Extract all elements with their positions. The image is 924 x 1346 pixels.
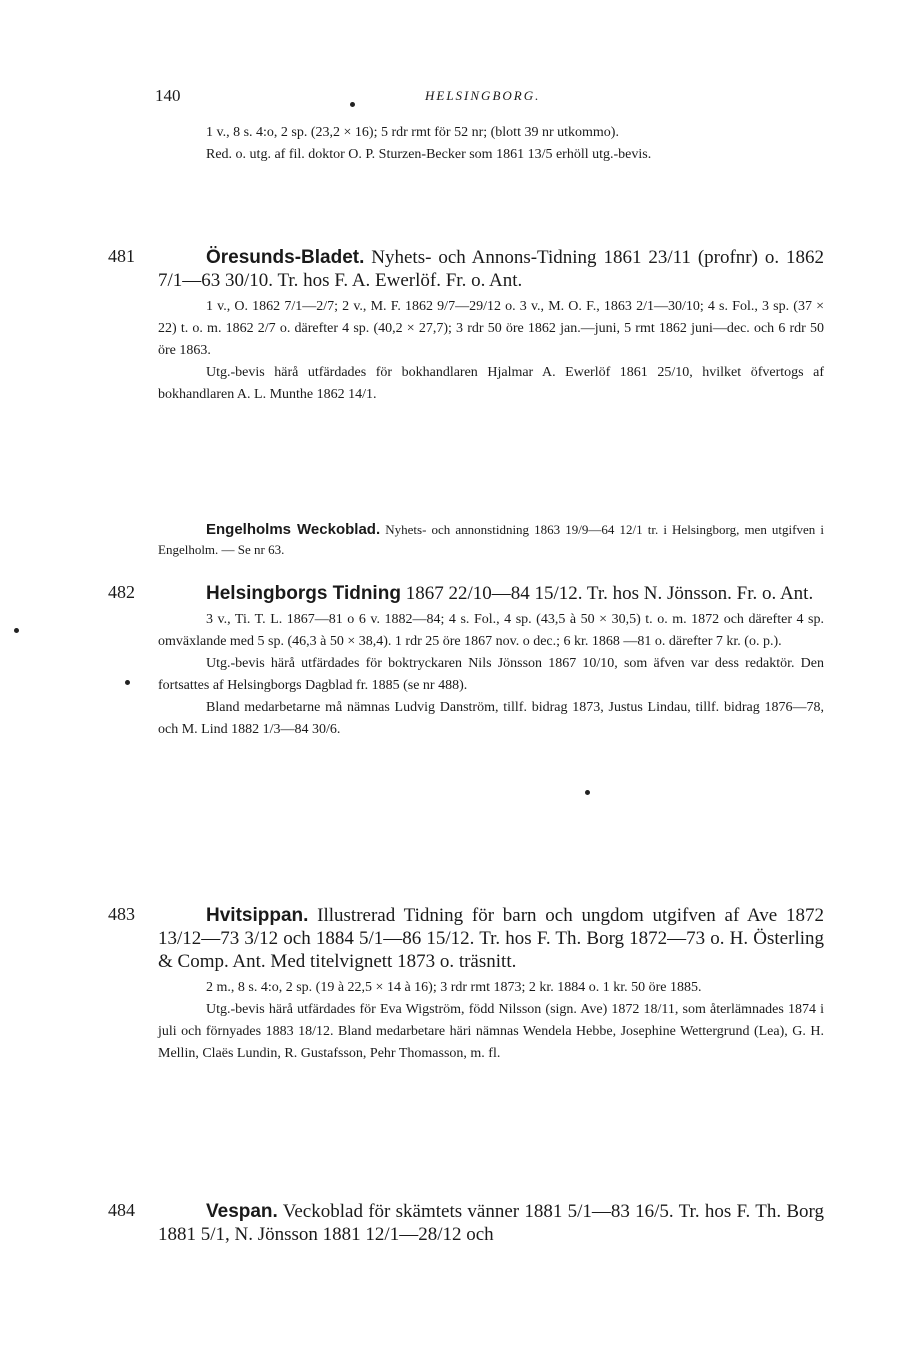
entry-title: Engelholms Weckoblad. [206,521,381,538]
entry-description: Nyhets- och annonstidning 1863 19/9—64 12/1 tr. i Helsingborg, men utgifven i Engelholm. — Se nr 63. [158,522,824,557]
entry-description: Veckoblad för skämtets vänner 1881 5/1—83 16/5. Tr. hos F. Th. Borg 1881 5/1, N. Jönsson 1881 12/1—28/12 och [158,1201,824,1245]
ink-speck [14,628,19,633]
entry-heading [158,246,824,292]
page-header [155,86,825,108]
entry-details: Utg.-bevis härå utfärdades för bokhandlaren Hjalmar A. Ewerlöf 1861 25/10, hvilket öfvertogs af bokhandlaren A. L. Munthe 1862 14/1. [158,365,824,402]
entry-title: Hvitsippan. [206,905,309,926]
entry-heading [158,520,824,560]
entry-heading [158,582,824,605]
entry-details: Utg.-bevis härå utfärdades för Eva Wigström, född Nilsson (sign. Ave) 1872 18/11, som återlämnades 1874 i juli och förnyades 1883 18/12. Bland medarbetare häri nämnas Wendela Hebbe, Josephine Wettergrund (Lea), G. H. Mellin, Claës Lundin, R. Gustafsson, Pehr Thomasson, m. fl. [158,1002,824,1061]
entry-details: Utg.-bevis härå utfärdades för boktryckaren Nils Jönsson 1867 10/10, som äfven var dess redaktör. Den fortsattes af Helsingborgs Dagblad fr. 1885 (se nr 488). [158,656,824,693]
intro-block [158,122,824,166]
intro-paragraph: 1 v., 8 s. 4:o, 2 sp. (23,2 × 16); 5 rdr rmt för 52 nr; (blott 39 nr utkommo). [206,125,619,140]
entry-description: Nyhets- och Annons-Tidning 1861 23/11 (profnr) o. 1862 7/1—63 30/10. Tr. hos F. A. Ewerlöf. Fr. o. Ant. [158,247,824,291]
entry-number: 481 [108,246,135,266]
entry-engelholms [158,520,824,560]
entry-title: Öresunds-Bladet. [206,247,365,268]
entry-heading [158,904,824,973]
entry-number: 482 [108,582,135,602]
intro-paragraph: Red. o. utg. af fil. doktor O. P. Sturzen-Becker som 1861 13/5 erhöll utg.-bevis. [206,147,652,162]
page-number: 140 [155,86,181,105]
entry-title: Vespan. [206,1201,278,1222]
entry-details: 1 v., O. 1862 7/1—2/7; 2 v., M. F. 1862 9/7—29/12 o. 3 v., M. O. F., 1863 2/1—30/10; 4 s. Fol., 3 sp. (37 × 22) t. o. m. 1862 2/7 o. därefter 4 sp. (40,2 × 27,7); 3 rdr 50 öre 1862 jan.—juni, 5 rmt 1862 juni—dec. och 6 rdr 50 öre 1863. [158,299,824,358]
entry-482 [108,582,824,741]
ink-speck [350,102,355,107]
entry-title: Helsingborgs Tidning [206,583,401,604]
ink-speck [125,680,130,685]
entry-description: 1867 22/10—84 15/12. Tr. hos N. Jönsson. Fr. o. Ant. [400,583,814,604]
entry-483 [108,904,824,1065]
entry-heading [158,1200,824,1246]
entry-481 [108,246,824,406]
entry-number: 483 [108,904,135,924]
entry-details: 3 v., Ti. T. L. 1867—81 o 6 v. 1882—84; 4 s. Fol., 4 sp. (43,5 à 50 × 30,5) t. o. m. 1872 och därefter 4 sp. omväxlande med 5 sp. (46,3 à 50 × 38,4). 1 rdr 25 öre 1867 nov. o dec.; 6 kr. 1868 —81 o. därefter 7 kr. (o. p.). [158,612,824,649]
entry-details: Bland medarbetarne må nämnas Ludvig Danström, tillf. bidrag 1873, Justus Lindau, tillf. bidrag 1876—78, och M. Lind 1882 1/3—84 30/6. [158,700,824,737]
entry-description: Illustrerad Tidning för barn och ungdom utgifven af Ave 1872 13/12—73 3/12 och 1884 5/1—86 15/12. Tr. hos F. Th. Borg 1872—73 o. H. Österling & Comp. Ant. Med titelvignett 1873 o. träsnitt. [158,905,824,972]
entry-details: 2 m., 8 s. 4:o, 2 sp. (19 à 22,5 × 14 à 16); 3 rdr rmt 1873; 2 kr. 1884 o. 1 kr. 50 öre 1885. [206,980,702,995]
running-title: HELSINGBORG. [425,88,541,103]
entry-number: 484 [108,1200,135,1220]
entry-484 [108,1200,824,1246]
ink-speck [585,790,590,795]
